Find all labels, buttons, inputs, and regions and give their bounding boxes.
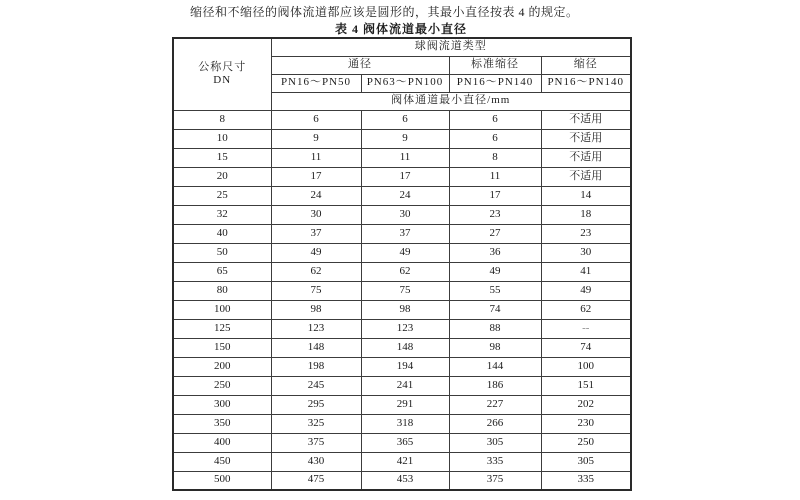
value-cell: 49 [541,281,631,300]
value-cell: 194 [361,357,449,376]
value-cell: 30 [271,205,361,224]
header-pn-range-1: PN63～PN100 [361,74,449,92]
value-cell: 335 [449,452,541,471]
value-cell: 9 [271,129,361,148]
dn-cell: 300 [173,395,271,414]
intro-paragraph: 缩径和不缩径的阀体流道都应该是圆形的，其最小直径按表 4 的规定。 [190,5,579,19]
value-cell: 49 [271,243,361,262]
value-cell: -- [541,319,631,338]
value-cell: 30 [541,243,631,262]
dn-cell: 65 [173,262,271,281]
value-cell: 不适用 [541,167,631,186]
value-cell: 23 [541,224,631,243]
table-row [173,243,631,262]
table-row [173,129,631,148]
table-row [173,262,631,281]
value-cell: 98 [361,300,449,319]
value-cell: 318 [361,414,449,433]
table-row [173,167,631,186]
value-cell: 365 [361,433,449,452]
table-header [173,38,631,110]
value-cell: 62 [361,262,449,281]
value-cell: 11 [449,167,541,186]
value-cell: 11 [361,148,449,167]
value-cell: 18 [541,205,631,224]
value-cell: 295 [271,395,361,414]
dn-cell: 40 [173,224,271,243]
value-cell: 6 [449,110,541,129]
table-row [173,319,631,338]
dn-cell: 10 [173,129,271,148]
table-row [173,148,631,167]
value-cell: 186 [449,376,541,395]
dn-cell: 500 [173,471,271,490]
value-cell: 41 [541,262,631,281]
value-cell: 421 [361,452,449,471]
value-cell: 123 [271,319,361,338]
table-row [173,471,631,490]
header-standard-reduced: 标准缩径 [449,56,541,74]
value-cell: 不适用 [541,110,631,129]
table-row [173,414,631,433]
value-cell: 37 [361,224,449,243]
value-cell: 62 [541,300,631,319]
dn-cell: 20 [173,167,271,186]
value-cell: 27 [449,224,541,243]
value-cell: 98 [449,338,541,357]
value-cell: 24 [271,186,361,205]
header-full-bore: 通径 [271,56,449,74]
value-cell: 305 [449,433,541,452]
dn-cell: 350 [173,414,271,433]
dn-cell: 125 [173,319,271,338]
value-cell: 49 [449,262,541,281]
value-cell: 55 [449,281,541,300]
table-row [173,186,631,205]
value-cell: 430 [271,452,361,471]
value-cell: 17 [361,167,449,186]
value-cell: 325 [271,414,361,433]
value-cell: 8 [449,148,541,167]
dn-cell: 250 [173,376,271,395]
value-cell: 241 [361,376,449,395]
value-cell: 74 [449,300,541,319]
value-cell: 6 [449,129,541,148]
value-cell: 不适用 [541,129,631,148]
value-cell: 75 [271,281,361,300]
value-cell: 305 [541,452,631,471]
value-cell: 148 [361,338,449,357]
table-row [173,452,631,471]
value-cell: 453 [361,471,449,490]
header-pn-range-0: PN16～PN50 [271,74,361,92]
value-cell: 475 [271,471,361,490]
value-cell: 11 [271,148,361,167]
value-cell: 36 [449,243,541,262]
value-cell: 148 [271,338,361,357]
table-row [173,376,631,395]
value-cell: 151 [541,376,631,395]
value-cell: 375 [449,471,541,490]
table-row [173,205,631,224]
dn-cell: 450 [173,452,271,471]
dn-cell: 80 [173,281,271,300]
value-cell: 17 [449,186,541,205]
table-row [173,281,631,300]
value-cell: 375 [271,433,361,452]
value-cell: 37 [271,224,361,243]
dn-cell: 100 [173,300,271,319]
value-cell: 144 [449,357,541,376]
value-cell: 24 [361,186,449,205]
value-cell: 30 [361,205,449,224]
nominal-size-sub: DN [213,74,232,87]
min-diameter-table [172,37,632,491]
value-cell: 23 [449,205,541,224]
value-cell: 不适用 [541,148,631,167]
value-cell: 49 [361,243,449,262]
value-cell: 230 [541,414,631,433]
value-cell: 14 [541,186,631,205]
dn-cell: 200 [173,357,271,376]
value-cell: 74 [541,338,631,357]
value-cell: 291 [361,395,449,414]
header-reduced: 缩径 [541,56,631,74]
dn-cell: 15 [173,148,271,167]
value-cell: 227 [449,395,541,414]
dn-cell: 25 [173,186,271,205]
value-cell: 6 [271,110,361,129]
value-cell: 123 [361,319,449,338]
value-cell: 202 [541,395,631,414]
value-cell: 266 [449,414,541,433]
header-pn-range-3: PN16～PN140 [541,74,631,92]
value-cell: 245 [271,376,361,395]
table-row [173,338,631,357]
dn-cell: 32 [173,205,271,224]
table-row [173,224,631,243]
value-cell: 17 [271,167,361,186]
header-nominal-size [173,38,271,110]
nominal-size-label: 公称尺寸 [198,60,247,73]
header-pn-range-2: PN16～PN140 [449,74,541,92]
table-row [173,395,631,414]
value-cell: 250 [541,433,631,452]
dn-cell: 8 [173,110,271,129]
value-cell: 9 [361,129,449,148]
value-cell: 88 [449,319,541,338]
value-cell: 62 [271,262,361,281]
dn-cell: 400 [173,433,271,452]
table-row [173,300,631,319]
header-min-diameter: 阀体通道最小直径/mm [271,92,631,110]
value-cell: 100 [541,357,631,376]
value-cell: 198 [271,357,361,376]
value-cell: 75 [361,281,449,300]
value-cell: 335 [541,471,631,490]
table-row [173,357,631,376]
dn-cell: 150 [173,338,271,357]
value-cell: 6 [361,110,449,129]
table-row [173,110,631,129]
header-flow-type: 球阀流道类型 [271,38,631,56]
table-body [173,110,631,490]
value-cell: 98 [271,300,361,319]
table-title: 表 4 阀体流道最小直径 [334,22,467,36]
table-row [173,433,631,452]
dn-cell: 50 [173,243,271,262]
